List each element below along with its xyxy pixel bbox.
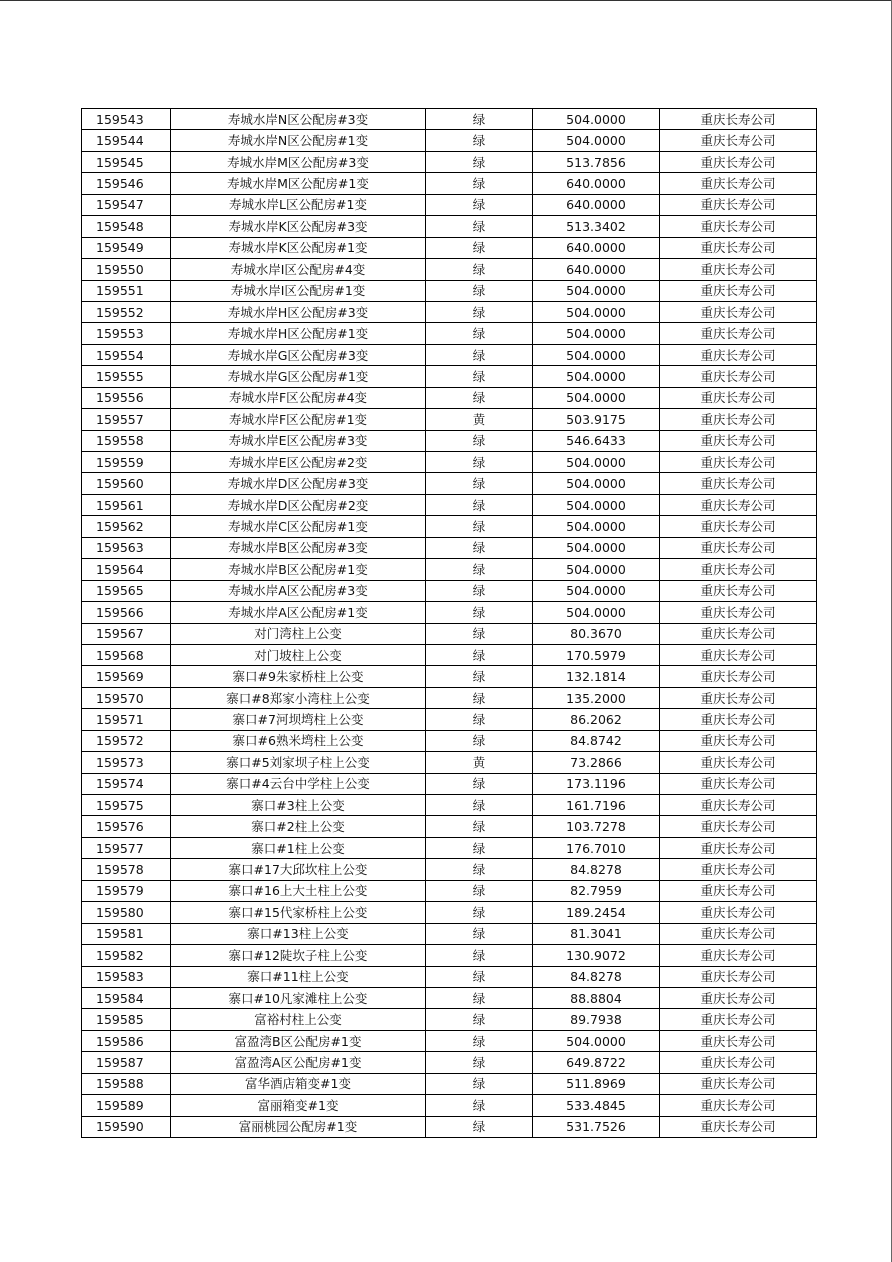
- cell-value: 176.7010: [533, 837, 660, 858]
- cell-value: 80.3670: [533, 623, 660, 644]
- cell-company: 重庆长寿公司: [660, 987, 817, 1008]
- cell-name: 寿城水岸C区公配房#1变: [171, 516, 426, 537]
- table-row: [82, 366, 817, 387]
- cell-status: 黄: [426, 752, 533, 773]
- cell-status: 绿: [426, 602, 533, 623]
- cell-id: 159573: [82, 752, 171, 773]
- cell-value: 504.0000: [533, 494, 660, 515]
- cell-name: 寨口#16上大土柱上公变: [171, 880, 426, 901]
- cell-name: 寨口#2柱上公变: [171, 816, 426, 837]
- cell-name: 寨口#7河坝塆柱上公变: [171, 709, 426, 730]
- cell-company: 重庆长寿公司: [660, 559, 817, 580]
- cell-value: 504.0000: [533, 344, 660, 365]
- cell-id: 159580: [82, 902, 171, 923]
- cell-company: 重庆长寿公司: [660, 301, 817, 322]
- table-body: [82, 109, 817, 1138]
- cell-company: 重庆长寿公司: [660, 259, 817, 280]
- cell-id: 159569: [82, 666, 171, 687]
- cell-name: 对门湾柱上公变: [171, 623, 426, 644]
- table-row: [82, 387, 817, 408]
- table-row: [82, 1052, 817, 1073]
- cell-name: 寿城水岸G区公配房#1变: [171, 366, 426, 387]
- cell-value: 513.3402: [533, 216, 660, 237]
- cell-status: 绿: [426, 559, 533, 580]
- cell-status: 绿: [426, 580, 533, 601]
- cell-company: 重庆长寿公司: [660, 923, 817, 944]
- table-row: [82, 216, 817, 237]
- cell-id: 159563: [82, 537, 171, 558]
- cell-id: 159568: [82, 644, 171, 665]
- cell-status: 绿: [426, 344, 533, 365]
- cell-value: 504.0000: [533, 301, 660, 322]
- table-row: [82, 452, 817, 473]
- cell-name: 寿城水岸M区公配房#3变: [171, 151, 426, 172]
- cell-status: 绿: [426, 1030, 533, 1051]
- cell-status: 绿: [426, 216, 533, 237]
- cell-name: 富华酒店箱变#1变: [171, 1073, 426, 1094]
- cell-company: 重庆长寿公司: [660, 730, 817, 751]
- cell-company: 重庆长寿公司: [660, 173, 817, 194]
- cell-name: 寨口#15代家桥柱上公变: [171, 902, 426, 923]
- cell-name: 对门坡柱上公变: [171, 644, 426, 665]
- cell-company: 重庆长寿公司: [660, 1095, 817, 1116]
- cell-value: 89.7938: [533, 1009, 660, 1030]
- cell-id: 159566: [82, 602, 171, 623]
- table-row: [82, 1095, 817, 1116]
- cell-name: 寿城水岸L区公配房#1变: [171, 194, 426, 215]
- cell-name: 寿城水岸I区公配房#1变: [171, 280, 426, 301]
- cell-value: 86.2062: [533, 709, 660, 730]
- cell-value: 503.9175: [533, 409, 660, 430]
- cell-status: 绿: [426, 280, 533, 301]
- cell-company: 重庆长寿公司: [660, 859, 817, 880]
- table-row: [82, 1116, 817, 1137]
- cell-company: 重庆长寿公司: [660, 344, 817, 365]
- cell-value: 511.8969: [533, 1073, 660, 1094]
- table-row: [82, 602, 817, 623]
- cell-name: 寿城水岸K区公配房#3变: [171, 216, 426, 237]
- cell-company: 重庆长寿公司: [660, 473, 817, 494]
- table-row: [82, 473, 817, 494]
- cell-id: 159548: [82, 216, 171, 237]
- table-row: [82, 709, 817, 730]
- cell-value: 173.1196: [533, 773, 660, 794]
- cell-name: 寨口#10凡家滩柱上公变: [171, 987, 426, 1008]
- cell-id: 159587: [82, 1052, 171, 1073]
- table-row: [82, 644, 817, 665]
- cell-id: 159583: [82, 966, 171, 987]
- cell-company: 重庆长寿公司: [660, 151, 817, 172]
- cell-status: 绿: [426, 473, 533, 494]
- cell-status: 绿: [426, 366, 533, 387]
- cell-id: 159576: [82, 816, 171, 837]
- cell-company: 重庆长寿公司: [660, 430, 817, 451]
- table-row: [82, 752, 817, 773]
- table-row: [82, 837, 817, 858]
- table-row: [82, 623, 817, 644]
- cell-value: 88.8804: [533, 987, 660, 1008]
- cell-value: 640.0000: [533, 237, 660, 258]
- cell-company: 重庆长寿公司: [660, 387, 817, 408]
- cell-status: 黄: [426, 409, 533, 430]
- cell-value: 84.8742: [533, 730, 660, 751]
- cell-id: 159551: [82, 280, 171, 301]
- cell-value: 504.0000: [533, 580, 660, 601]
- cell-id: 159564: [82, 559, 171, 580]
- cell-name: 富丽桃园公配房#1变: [171, 1116, 426, 1137]
- cell-company: 重庆长寿公司: [660, 945, 817, 966]
- cell-id: 159562: [82, 516, 171, 537]
- cell-id: 159555: [82, 366, 171, 387]
- cell-status: 绿: [426, 945, 533, 966]
- cell-value: 170.5979: [533, 644, 660, 665]
- cell-company: 重庆长寿公司: [660, 795, 817, 816]
- cell-id: 159550: [82, 259, 171, 280]
- cell-status: 绿: [426, 966, 533, 987]
- cell-id: 159581: [82, 923, 171, 944]
- table-row: [82, 516, 817, 537]
- cell-value: 640.0000: [533, 259, 660, 280]
- cell-company: 重庆长寿公司: [660, 644, 817, 665]
- cell-status: 绿: [426, 666, 533, 687]
- cell-name: 寿城水岸N区公配房#3变: [171, 109, 426, 130]
- cell-status: 绿: [426, 151, 533, 172]
- table-row: [82, 1030, 817, 1051]
- cell-value: 640.0000: [533, 194, 660, 215]
- cell-value: 82.7959: [533, 880, 660, 901]
- cell-name: 寿城水岸B区公配房#1变: [171, 559, 426, 580]
- cell-name: 寨口#9朱家桥柱上公变: [171, 666, 426, 687]
- cell-company: 重庆长寿公司: [660, 109, 817, 130]
- cell-status: 绿: [426, 859, 533, 880]
- cell-value: 84.8278: [533, 859, 660, 880]
- cell-status: 绿: [426, 795, 533, 816]
- cell-company: 重庆长寿公司: [660, 709, 817, 730]
- cell-status: 绿: [426, 687, 533, 708]
- cell-status: 绿: [426, 1052, 533, 1073]
- cell-value: 531.7526: [533, 1116, 660, 1137]
- cell-company: 重庆长寿公司: [660, 216, 817, 237]
- cell-id: 159577: [82, 837, 171, 858]
- cell-company: 重庆长寿公司: [660, 409, 817, 430]
- cell-id: 159579: [82, 880, 171, 901]
- table-row: [82, 987, 817, 1008]
- table-row: [82, 859, 817, 880]
- table-row: [82, 280, 817, 301]
- cell-value: 135.2000: [533, 687, 660, 708]
- cell-id: 159544: [82, 130, 171, 151]
- cell-id: 159559: [82, 452, 171, 473]
- cell-status: 绿: [426, 623, 533, 644]
- cell-id: 159586: [82, 1030, 171, 1051]
- cell-status: 绿: [426, 494, 533, 515]
- cell-company: 重庆长寿公司: [660, 837, 817, 858]
- cell-company: 重庆长寿公司: [660, 687, 817, 708]
- transformer-table: [81, 108, 817, 1138]
- cell-id: 159588: [82, 1073, 171, 1094]
- table-row: [82, 559, 817, 580]
- table-row: [82, 666, 817, 687]
- cell-value: 161.7196: [533, 795, 660, 816]
- cell-name: 寨口#13柱上公变: [171, 923, 426, 944]
- cell-company: 重庆长寿公司: [660, 194, 817, 215]
- cell-status: 绿: [426, 1073, 533, 1094]
- cell-value: 73.2866: [533, 752, 660, 773]
- cell-status: 绿: [426, 837, 533, 858]
- cell-name: 寨口#4云台中学柱上公变: [171, 773, 426, 794]
- cell-company: 重庆长寿公司: [660, 280, 817, 301]
- table-row: [82, 344, 817, 365]
- cell-value: 504.0000: [533, 473, 660, 494]
- cell-name: 寿城水岸F区公配房#1变: [171, 409, 426, 430]
- table-row: [82, 173, 817, 194]
- table-row: [82, 773, 817, 794]
- cell-status: 绿: [426, 644, 533, 665]
- cell-status: 绿: [426, 987, 533, 1008]
- cell-name: 寿城水岸B区公配房#3变: [171, 537, 426, 558]
- cell-status: 绿: [426, 237, 533, 258]
- cell-id: 159561: [82, 494, 171, 515]
- table-row: [82, 409, 817, 430]
- cell-value: 504.0000: [533, 1030, 660, 1051]
- cell-value: 504.0000: [533, 559, 660, 580]
- table-row: [82, 109, 817, 130]
- cell-status: 绿: [426, 130, 533, 151]
- cell-company: 重庆长寿公司: [660, 1073, 817, 1094]
- page-top-border: [0, 0, 892, 1]
- cell-value: 513.7856: [533, 151, 660, 172]
- table-row: [82, 880, 817, 901]
- cell-id: 159570: [82, 687, 171, 708]
- cell-status: 绿: [426, 387, 533, 408]
- cell-value: 504.0000: [533, 280, 660, 301]
- cell-name: 寿城水岸N区公配房#1变: [171, 130, 426, 151]
- cell-status: 绿: [426, 259, 533, 280]
- cell-value: 84.8278: [533, 966, 660, 987]
- cell-name: 寿城水岸A区公配房#3变: [171, 580, 426, 601]
- cell-status: 绿: [426, 923, 533, 944]
- cell-id: 159553: [82, 323, 171, 344]
- table-row: [82, 301, 817, 322]
- cell-id: 159565: [82, 580, 171, 601]
- table-row: [82, 151, 817, 172]
- cell-company: 重庆长寿公司: [660, 1009, 817, 1030]
- table-row: [82, 902, 817, 923]
- cell-value: 504.0000: [533, 109, 660, 130]
- table-row: [82, 130, 817, 151]
- cell-name: 寨口#3柱上公变: [171, 795, 426, 816]
- cell-company: 重庆长寿公司: [660, 623, 817, 644]
- cell-value: 504.0000: [533, 602, 660, 623]
- cell-status: 绿: [426, 430, 533, 451]
- cell-name: 寿城水岸M区公配房#1变: [171, 173, 426, 194]
- cell-value: 504.0000: [533, 387, 660, 408]
- cell-company: 重庆长寿公司: [660, 323, 817, 344]
- cell-company: 重庆长寿公司: [660, 516, 817, 537]
- cell-status: 绿: [426, 301, 533, 322]
- cell-id: 159578: [82, 859, 171, 880]
- table-row: [82, 259, 817, 280]
- table-row: [82, 430, 817, 451]
- table-row: [82, 687, 817, 708]
- cell-status: 绿: [426, 173, 533, 194]
- cell-name: 寿城水岸H区公配房#1变: [171, 323, 426, 344]
- cell-id: 159584: [82, 987, 171, 1008]
- cell-status: 绿: [426, 880, 533, 901]
- cell-company: 重庆长寿公司: [660, 237, 817, 258]
- cell-company: 重庆长寿公司: [660, 773, 817, 794]
- cell-company: 重庆长寿公司: [660, 1116, 817, 1137]
- cell-value: 81.3041: [533, 923, 660, 944]
- cell-value: 533.4845: [533, 1095, 660, 1116]
- cell-name: 富丽箱变#1变: [171, 1095, 426, 1116]
- cell-status: 绿: [426, 323, 533, 344]
- cell-status: 绿: [426, 452, 533, 473]
- cell-id: 159552: [82, 301, 171, 322]
- cell-status: 绿: [426, 1095, 533, 1116]
- cell-name: 寨口#5刘家坝子柱上公变: [171, 752, 426, 773]
- cell-status: 绿: [426, 709, 533, 730]
- cell-id: 159589: [82, 1095, 171, 1116]
- cell-name: 寿城水岸D区公配房#2变: [171, 494, 426, 515]
- cell-status: 绿: [426, 1009, 533, 1030]
- cell-id: 159567: [82, 623, 171, 644]
- cell-value: 546.6433: [533, 430, 660, 451]
- cell-id: 159560: [82, 473, 171, 494]
- cell-company: 重庆长寿公司: [660, 580, 817, 601]
- table-row: [82, 323, 817, 344]
- cell-name: 富盈湾A区公配房#1变: [171, 1052, 426, 1073]
- cell-name: 寨口#8郑家小湾柱上公变: [171, 687, 426, 708]
- cell-name: 寨口#6熟米塆柱上公变: [171, 730, 426, 751]
- cell-name: 寿城水岸E区公配房#3变: [171, 430, 426, 451]
- cell-name: 寿城水岸G区公配房#3变: [171, 344, 426, 365]
- cell-value: 504.0000: [533, 452, 660, 473]
- cell-company: 重庆长寿公司: [660, 1052, 817, 1073]
- table-row: [82, 1009, 817, 1030]
- cell-id: 159582: [82, 945, 171, 966]
- cell-name: 寿城水岸H区公配房#3变: [171, 301, 426, 322]
- cell-name: 富裕村柱上公变: [171, 1009, 426, 1030]
- cell-id: 159543: [82, 109, 171, 130]
- cell-company: 重庆长寿公司: [660, 366, 817, 387]
- cell-value: 504.0000: [533, 366, 660, 387]
- cell-company: 重庆长寿公司: [660, 666, 817, 687]
- table-row: [82, 237, 817, 258]
- cell-value: 130.9072: [533, 945, 660, 966]
- cell-company: 重庆长寿公司: [660, 452, 817, 473]
- cell-value: 504.0000: [533, 537, 660, 558]
- cell-value: 504.0000: [533, 130, 660, 151]
- cell-name: 寿城水岸D区公配房#3变: [171, 473, 426, 494]
- cell-value: 504.0000: [533, 516, 660, 537]
- table-row: [82, 194, 817, 215]
- cell-name: 寿城水岸I区公配房#4变: [171, 259, 426, 280]
- cell-value: 103.7278: [533, 816, 660, 837]
- cell-value: 504.0000: [533, 323, 660, 344]
- cell-id: 159575: [82, 795, 171, 816]
- cell-company: 重庆长寿公司: [660, 816, 817, 837]
- cell-value: 640.0000: [533, 173, 660, 194]
- cell-id: 159547: [82, 194, 171, 215]
- cell-id: 159585: [82, 1009, 171, 1030]
- cell-value: 189.2454: [533, 902, 660, 923]
- table-row: [82, 730, 817, 751]
- cell-company: 重庆长寿公司: [660, 494, 817, 515]
- cell-status: 绿: [426, 1116, 533, 1137]
- cell-status: 绿: [426, 537, 533, 558]
- cell-id: 159571: [82, 709, 171, 730]
- cell-name: 寿城水岸A区公配房#1变: [171, 602, 426, 623]
- cell-id: 159574: [82, 773, 171, 794]
- cell-name: 寨口#1柱上公变: [171, 837, 426, 858]
- cell-status: 绿: [426, 109, 533, 130]
- cell-name: 富盈湾B区公配房#1变: [171, 1030, 426, 1051]
- cell-name: 寨口#12陡坎子柱上公变: [171, 945, 426, 966]
- cell-value: 649.8722: [533, 1052, 660, 1073]
- table-row: [82, 945, 817, 966]
- cell-id: 159590: [82, 1116, 171, 1137]
- cell-name: 寨口#17大邱坎柱上公变: [171, 859, 426, 880]
- cell-company: 重庆长寿公司: [660, 130, 817, 151]
- table-row: [82, 816, 817, 837]
- table-row: [82, 580, 817, 601]
- cell-status: 绿: [426, 816, 533, 837]
- table-row: [82, 795, 817, 816]
- cell-name: 寿城水岸F区公配房#4变: [171, 387, 426, 408]
- cell-name: 寨口#11柱上公变: [171, 966, 426, 987]
- cell-name: 寿城水岸E区公配房#2变: [171, 452, 426, 473]
- cell-status: 绿: [426, 773, 533, 794]
- table-row: [82, 1073, 817, 1094]
- cell-company: 重庆长寿公司: [660, 902, 817, 923]
- cell-id: 159546: [82, 173, 171, 194]
- cell-id: 159554: [82, 344, 171, 365]
- cell-company: 重庆长寿公司: [660, 1030, 817, 1051]
- cell-id: 159558: [82, 430, 171, 451]
- table-row: [82, 923, 817, 944]
- cell-status: 绿: [426, 516, 533, 537]
- cell-id: 159557: [82, 409, 171, 430]
- cell-status: 绿: [426, 194, 533, 215]
- table-row: [82, 494, 817, 515]
- cell-company: 重庆长寿公司: [660, 602, 817, 623]
- cell-status: 绿: [426, 730, 533, 751]
- cell-id: 159556: [82, 387, 171, 408]
- cell-company: 重庆长寿公司: [660, 537, 817, 558]
- cell-value: 132.1814: [533, 666, 660, 687]
- table-row: [82, 537, 817, 558]
- cell-name: 寿城水岸K区公配房#1变: [171, 237, 426, 258]
- cell-company: 重庆长寿公司: [660, 752, 817, 773]
- cell-status: 绿: [426, 902, 533, 923]
- cell-id: 159545: [82, 151, 171, 172]
- cell-id: 159572: [82, 730, 171, 751]
- cell-company: 重庆长寿公司: [660, 880, 817, 901]
- table-row: [82, 966, 817, 987]
- cell-id: 159549: [82, 237, 171, 258]
- cell-company: 重庆长寿公司: [660, 966, 817, 987]
